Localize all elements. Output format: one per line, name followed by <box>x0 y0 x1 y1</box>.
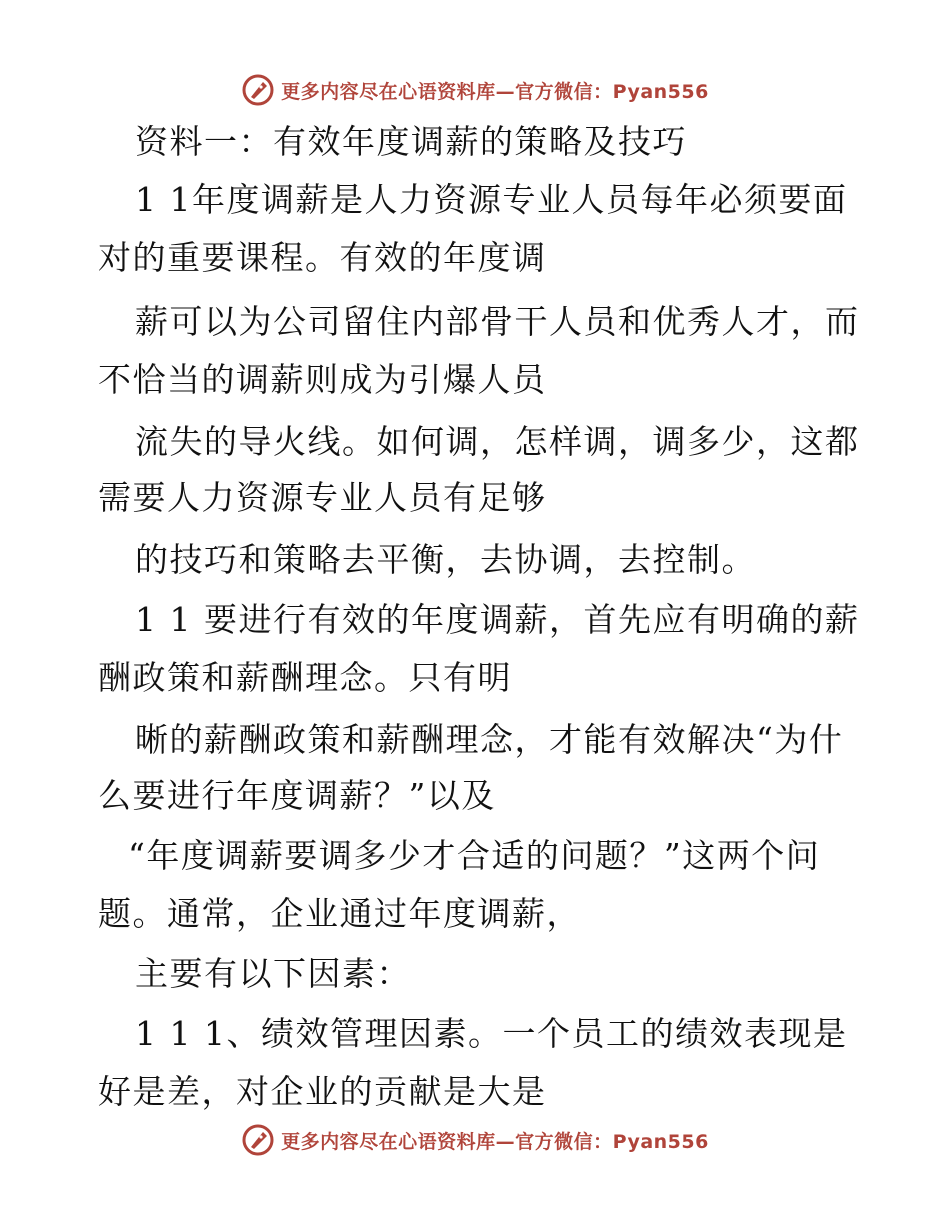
paragraph-line: 1 1 1、绩效管理因素。一个员工的绩效表现是 <box>135 1014 848 1053</box>
paragraph-line: 薪可以为公司留住内部骨干人员和优秀人才，而 <box>135 302 860 341</box>
paragraph-line: 不恰当的调薪则成为引爆人员 <box>98 360 547 399</box>
paragraph-line: “年度调薪要调多少才合适的问题？”这两个问 <box>128 836 821 875</box>
watermark-suffix: 官方微信：Pyan556 <box>515 80 709 103</box>
watermark-separator: — <box>495 80 516 103</box>
watermark-banner-bottom <box>0 1120 950 1160</box>
paragraph-line: 题。通常，企业通过年度调薪， <box>98 894 581 933</box>
paragraph-line: 的技巧和策略去平衡，去协调，去控制。 <box>135 540 756 579</box>
paragraph-line: 主要有以下因素： <box>135 954 411 993</box>
document-title: 资料一：有效年度调薪的策略及技巧 <box>135 122 687 161</box>
watermark-text <box>281 1127 709 1154</box>
watermark-separator: — <box>495 1130 516 1153</box>
paragraph-line: 流失的导火线。如何调，怎样调，调多少，这都 <box>135 422 860 461</box>
paragraph-line: 1 1 要进行有效的年度调薪，首先应有明确的薪 <box>135 600 860 639</box>
watermark-banner-top <box>0 70 950 110</box>
paragraph-line: 酬政策和薪酬理念。只有明 <box>98 658 512 697</box>
paragraph-line: 么要进行年度调薪？”以及 <box>98 776 496 815</box>
pen-nib-circle-icon <box>241 1123 275 1157</box>
paragraph-line: 1 1年度调薪是人力资源专业人员每年必须要面 <box>135 180 848 219</box>
watermark-brand: 更多内容尽在心语资料库 <box>281 1130 496 1153</box>
watermark-brand: 更多内容尽在心语资料库 <box>281 80 496 103</box>
paragraph-line: 对的重要课程。有效的年度调 <box>98 238 547 277</box>
paragraph-line: 晰的薪酬政策和薪酬理念，才能有效解决“为什 <box>135 720 844 759</box>
watermark-suffix: 官方微信：Pyan556 <box>515 1130 709 1153</box>
watermark-text <box>281 77 709 104</box>
paragraph-line: 需要人力资源专业人员有足够 <box>98 478 547 517</box>
pen-nib-circle-icon <box>241 73 275 107</box>
paragraph-line: 好是差，对企业的贡献是大是 <box>98 1072 547 1111</box>
